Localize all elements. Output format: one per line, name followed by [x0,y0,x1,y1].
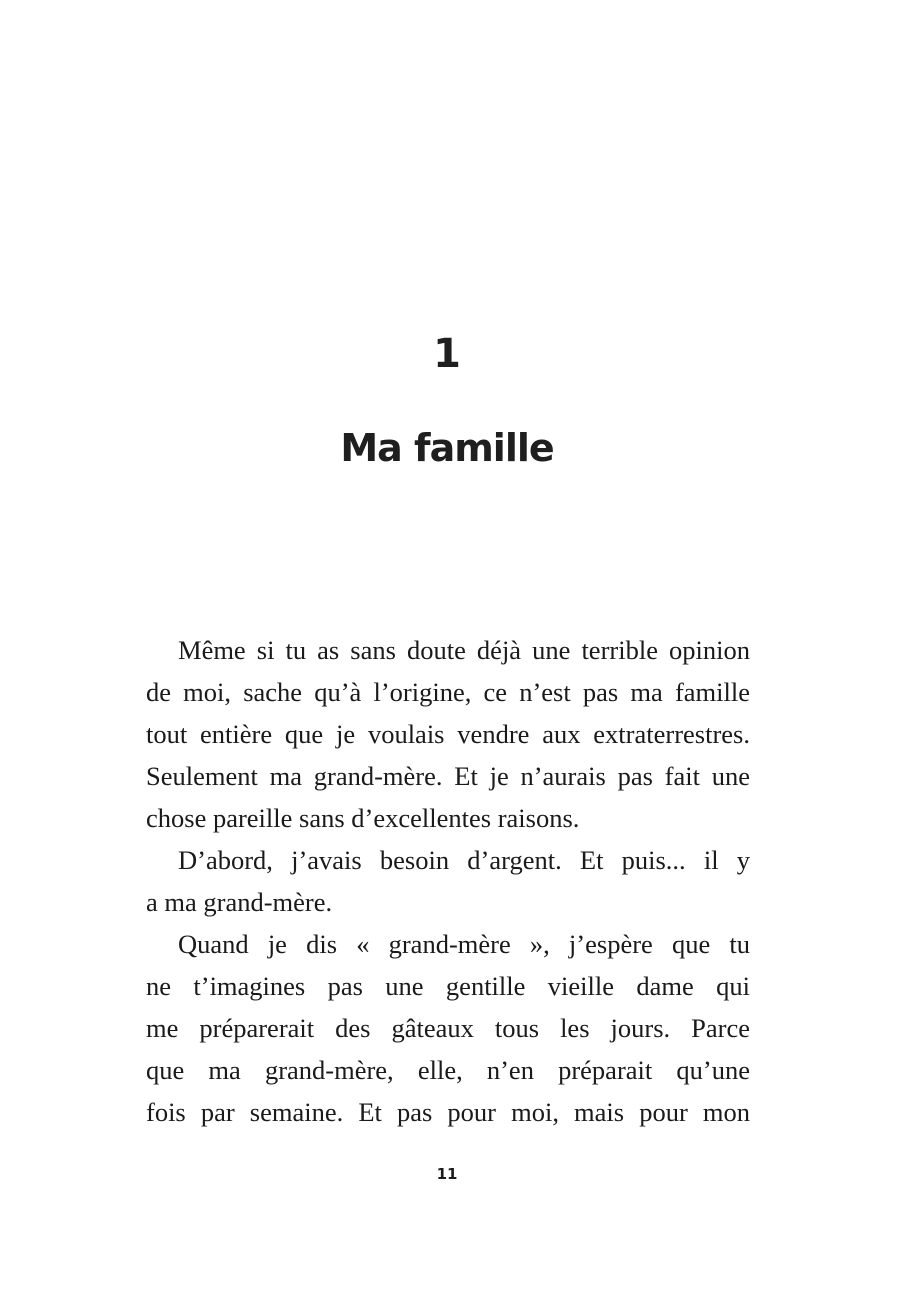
chapter-title: Ma famille [340,426,554,470]
chapter-number: 1 [433,331,461,377]
paragraph-1-line-5: chose pareille sans d’excellentes raisons. [146,803,580,833]
page-number: 11 [436,1165,458,1183]
paragraph-3-line-2: ne t’imagines pas une gentille vieille dame qui [146,971,750,1001]
paragraph-1-line-3: tout entière que je voulais vendre aux extraterrestres. [146,719,750,749]
paragraph-3-line-4: que ma grand-mère, elle, n’en préparait qu’une [146,1055,750,1085]
paragraph-3-line-5: fois par semaine. Et pas pour moi, mais pour mon [146,1097,750,1127]
paragraph-1-line-4: Seulement ma grand-mère. Et je n’aurais pas fait une [146,761,750,791]
body-text [146,629,750,1133]
paragraph-2-line-1: D’abord, j’avais besoin d’argent. Et puis... il y [178,845,750,875]
paragraph-3-line-1: Quand je dis « grand-mère », j’espère que tu [178,929,750,959]
paragraph-3-line-3: me préparerait des gâteaux tous les jours. Parce [146,1013,750,1043]
paragraph-2-line-2: a ma grand-mère. [146,887,333,917]
paragraph-1-line-1: Même si tu as sans doute déjà une terrible opinion [178,635,750,665]
paragraph-1-line-2: de moi, sache qu’à l’origine, ce n’est pas ma famille [146,677,750,707]
